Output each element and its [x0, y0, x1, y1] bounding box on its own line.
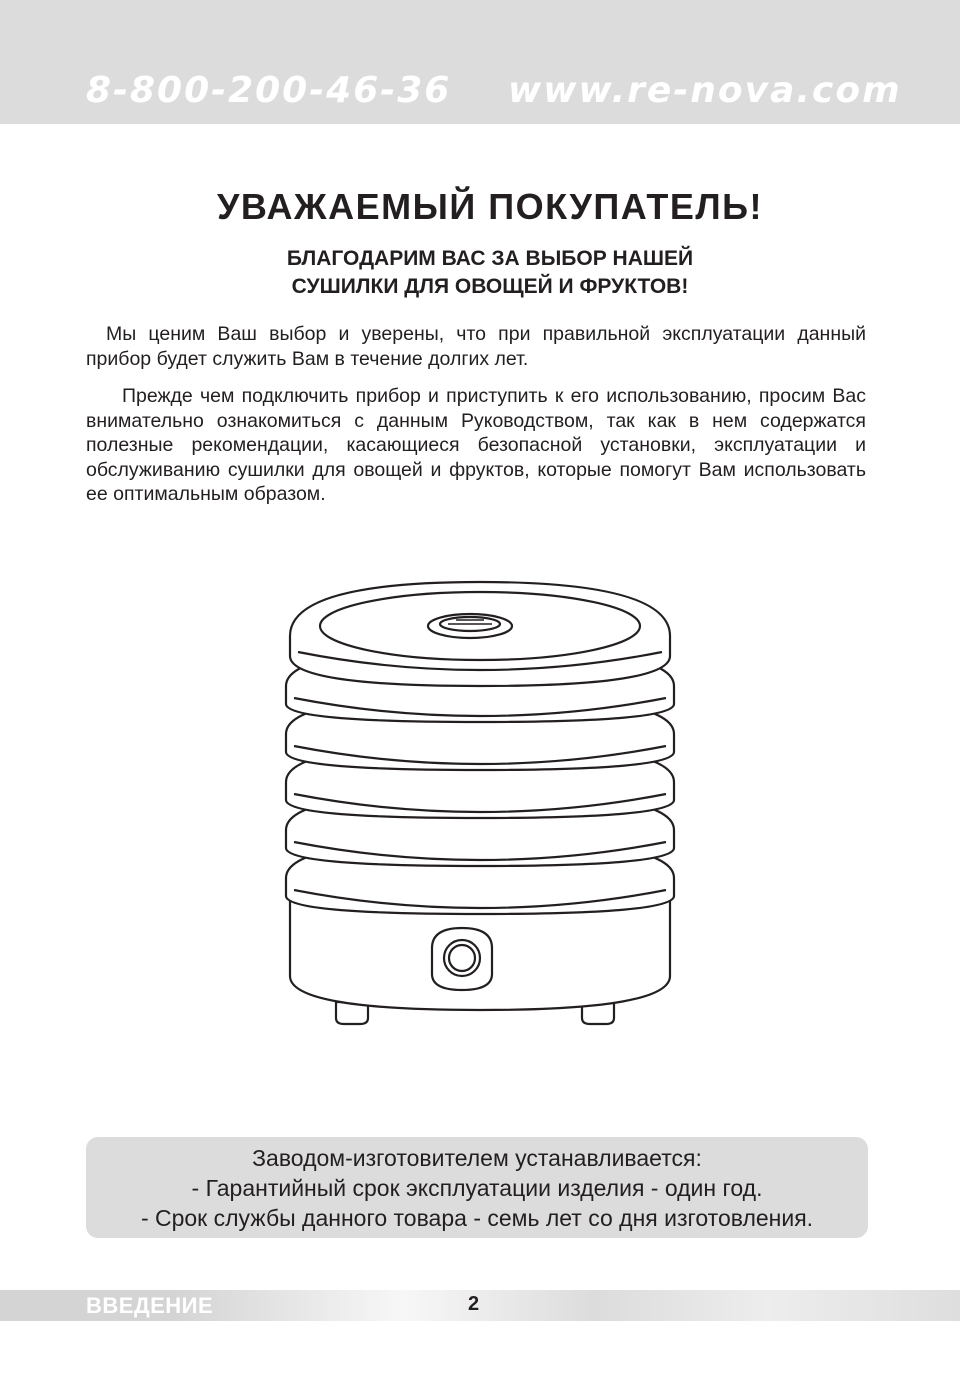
- warranty-box: [86, 1137, 868, 1238]
- warranty-line-2: - Гарантийный срок эксплуатации изделия - один год.: [191, 1175, 763, 1201]
- section-label: ВВЕДЕНИЕ: [86, 1293, 214, 1318]
- warranty-line-1: Заводом-изготовителем устанавливается:: [252, 1145, 702, 1171]
- instructions-paragraph: Прежде чем подключить прибор и приступить к его использованию, просим Вас внимательно ознакомиться с данным Руководством, так как в нем содержатся полезные рекомендации, касающиеся безопасной установки, эксплуатации и обслуживанию сушилки для овощей и фруктов, которые помогут Вам использовать ее оптимальным образом.: [86, 385, 866, 505]
- dehydrator-illustration: [280, 578, 680, 1030]
- subtitle-line-1: БЛАГОДАРИМ ВАС ЗА ВЫБОР НАШЕЙ: [286, 247, 694, 270]
- phone-number: 8-800-200-46-36: [86, 70, 452, 111]
- intro-paragraph: Мы ценим Ваш выбор и уверены, что при правильной эксплуатации данный прибор будет служить Вам в течение долгих лет.: [86, 323, 866, 370]
- subtitle-line-2: СУШИЛКИ ДЛЯ ОВОЩЕЙ И ФРУКТОВ!: [291, 275, 689, 298]
- warranty-line-3: - Срок службы данного товара - семь лет со дня изготовления.: [140, 1205, 814, 1231]
- page-subtitle: [0, 245, 960, 301]
- page-title: УВАЖАЕМЫЙ ПОКУПАТЕЛЬ!: [216, 186, 764, 227]
- website-url: www.re-nova.com: [508, 70, 902, 111]
- page-number: 2: [468, 1293, 480, 1315]
